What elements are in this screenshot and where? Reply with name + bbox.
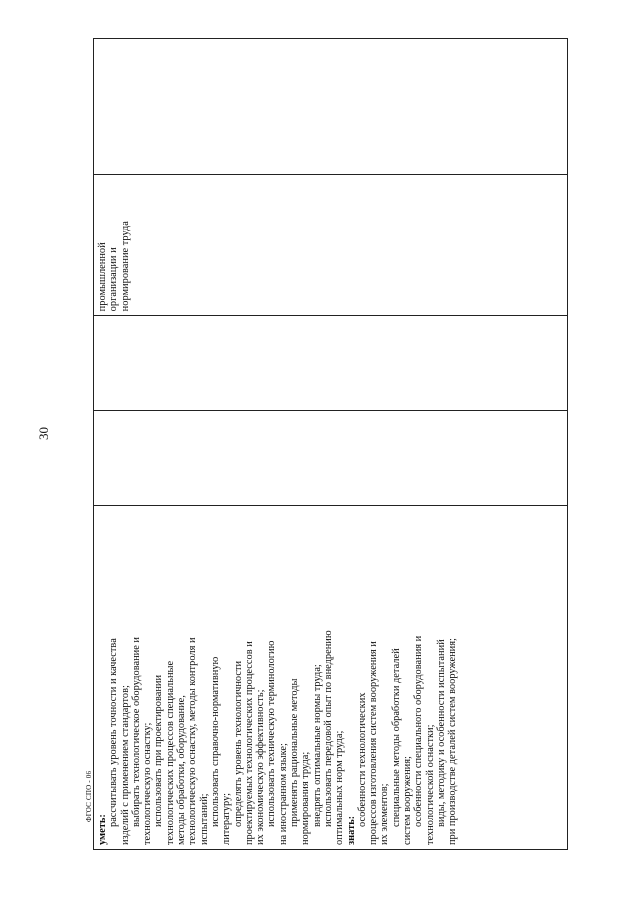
skill-line: использовать техническую терминологию [266,640,278,827]
empty-cell-index [94,410,567,505]
skill-line: проектируемых технологических процессов и [243,641,255,845]
footer-code: ФГОС СПО - 06 [85,770,93,822]
knowledge-line: процессов изготовления систем вооружения и [368,641,380,845]
knowledge-line: особенности технологических [356,692,368,827]
skill-line: технологическую оснастку, методы контроля и [187,637,199,845]
skill-line: выбирать технологическое оборудование и [130,637,142,827]
skill-line: литературу; [221,792,233,845]
knowledge-line: при производстве деталей систем вооружения; [447,638,459,845]
empty-cell-competencies [94,39,567,174]
skill-line: использовать передовой опыт по внедрению [322,630,334,827]
skill-line: технологических процессов специальные [164,660,176,845]
skill-line: использовать справочно-нормативную [209,656,221,827]
skills-cell [94,505,567,849]
skill-line: изделий с применением стандартов; [119,685,131,845]
skill-line: их экономическую эффективность; [255,689,267,845]
znat-heading: знать: [345,815,357,845]
skill-line: испытаний; [198,793,210,845]
skills-text [97,510,459,845]
skill-line: определять уровень технологичности [232,660,244,827]
skill-line: использовать при проектировании [153,674,165,827]
competency-table [93,38,568,850]
skill-line: методы обработки, оборудование, [176,695,188,845]
skill-line: технологическую оснастку; [142,722,154,845]
skill-line: применять рациональные методы [289,678,301,827]
skill-line: на иностранном языке; [277,743,289,845]
page-number: 30 [36,427,51,440]
knowledge-line: виды, методику и особенности испытаний [435,639,447,827]
knowledge-line: технологической оснастки; [424,724,436,845]
empty-cell-hours [94,315,567,410]
skill-line: внедрять оптимальные нормы труда; [311,664,323,827]
umet-heading: уметь: [97,814,108,845]
knowledge-line: их элементов; [379,783,391,845]
discipline-line: промышленной [97,242,108,312]
discipline-cell [94,174,567,316]
discipline-line: нормирование труда [119,221,131,312]
knowledge-line: специальные методы обработки деталей [390,648,402,827]
knowledge-line: особенности специального оборудования и [413,635,425,827]
discipline-line: организации и [108,247,120,312]
skill-line: оптимальных норм труда; [334,730,346,845]
skill-line: нормирования труда; [300,751,312,845]
skill-line: рассчитывать уровень точности и качества [108,638,120,827]
knowledge-line: систем вооружения; [402,756,414,845]
